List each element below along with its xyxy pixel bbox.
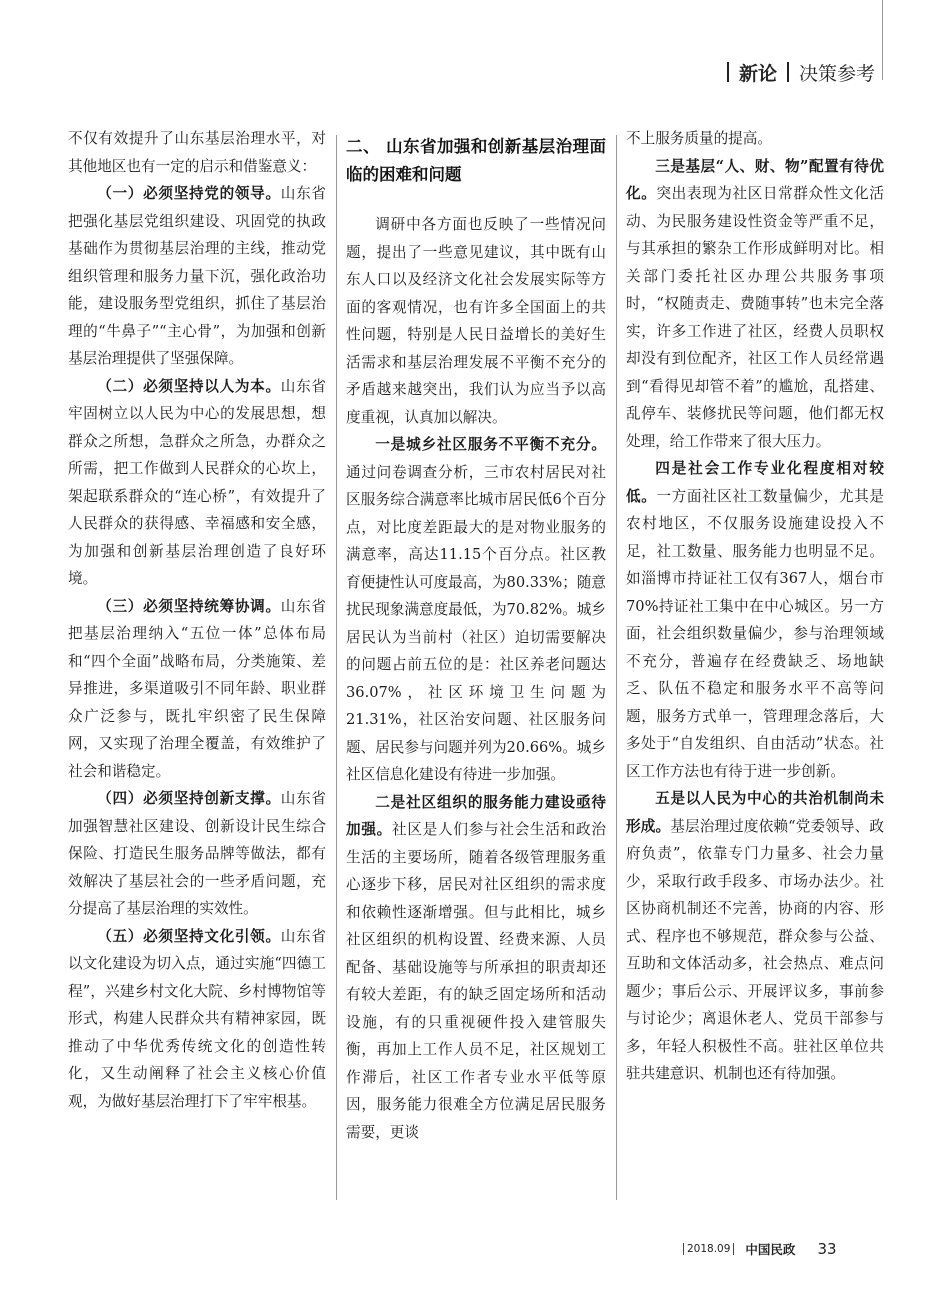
lesson-2-body: 山东省牢固树立以人民为中心的发展思想，想群众之所想，急群众之所急，办群众之所需，把工作做到人民群众的心坎上，架起联系群众的“连心桥”，有效提升了人民群众的获得感、幸福感和安全感，为加强和创新基层治理创造了良好环境。 [68, 377, 326, 587]
problem-4-title: 四是社会工作专业化程度相对较低。 [626, 460, 884, 505]
problem-5-body: 基层治理过度依赖“党委领导、政府负责”，依靠专门力量多、社会力量少，采取行政手段多、市场办法少。社区协商机制还不完善，协商的内容、形式、程序也不够规范，群众参与公益、互助和文体活动多，社会热点、难点问题少；事后公示、开展评议多，事前参与讨论少；离退休老人、党员干部参与多，年轻人积极性不高。驻社区单位共驻共建意识、机制也还有待加强。 [626, 817, 884, 1082]
problem-1-body: 通过问卷调查分析，三市农村居民对社区服务综合满意率比城市居民低6个百分点，对比度差距最大的是对物业服务的满意率，高达11.15个百分点。社区教育便捷性认可度最高，为80.33%；随意扰民现象满意度最低，为70.82%。城乡居民认为当前村（社区）迫切需要解决的问题占前五位的是：社区养老问题达36.07%，社区环境卫生问题为21.31%，社区治安问题、社区服务问题、居民参与问题并列为20.66%。城乡社区信息化建设有待进一步加强。 [346, 463, 606, 783]
column-2 [346, 125, 606, 1146]
problem-5-title: 五是以人民为中心的共治机制尚未形成。 [626, 790, 884, 835]
problem-1-title: 一是城乡社区服务不平衡不充分。 [375, 436, 606, 453]
header-column: 决策参考 [798, 62, 875, 85]
lesson-4 [68, 785, 326, 923]
footer-bar-mid [733, 1243, 734, 1255]
lesson-1-body: 山东省把强化基层党组织建设、巩固党的执政基础作为贯彻基层治理的主线，推动党组织管理和服务力量下沉，强化政治功能，建设服务型党组织，抓住了基层治理的“牛鼻子”“主心骨”，为加强和创新基层治理提供了坚强保障。 [68, 185, 326, 367]
lesson-3-title: 必须坚持统筹协调。 [143, 597, 281, 615]
lesson-3 [68, 593, 326, 786]
lesson-5-num: （五） [97, 927, 144, 945]
lesson-5-title: 必须坚持文化引领。 [143, 927, 281, 945]
problem-5 [626, 785, 884, 1088]
lesson-4-title: 必须坚持创新支撑。 [143, 790, 281, 807]
problem-3-title: 三是基层“人、财、物”配置有待优化。 [626, 157, 884, 202]
section-title: 二、 山东省加强和创新基层治理面临的困难和问题 [346, 137, 606, 184]
column-1 [68, 125, 326, 1115]
lesson-3-body: 山东省把基层治理纳入“五位一体”总体布局和“四个全面”战略布局，分类施策、差异推进，多渠道吸引不同年龄、职业群众广泛参与，既扎牢织密了民生保障网，又实现了治理全覆盖，有效维护了社会和谐稳定。 [68, 597, 326, 780]
problem-1 [346, 431, 606, 789]
column-3 [626, 125, 884, 1088]
column-divider-1 [336, 135, 337, 1200]
top-rule [882, 0, 883, 80]
header-bar-mid [787, 62, 789, 82]
header-bar-left [727, 62, 729, 82]
problem-2 [346, 789, 606, 1147]
column-divider-2 [616, 135, 617, 1200]
col1-intro: 不仅有效提升了山东基层治理水平，对其他地区也有一定的启示和借鉴意义： [68, 130, 326, 175]
footer-magazine: 中国民政 [745, 1242, 796, 1257]
lesson-4-body: 山东省加强智慧社区建设、创新设计民生综合保险、打造民生服务品牌等做法，都有效解决了基层社会的一些矛盾问题，充分提高了基层治理的实效性。 [68, 790, 326, 917]
lesson-1-title: 必须坚持党的领导。 [143, 185, 281, 202]
page-header [717, 60, 875, 84]
col3-continuation: 不上服务质量的提高。 [626, 130, 772, 147]
lesson-3-num: （三） [97, 597, 144, 615]
lesson-5-body: 山东省以文化建设为切入点，通过实施“四德工程”，兴建乡村文化大院、乡村博物馆等形式，构建人民群众共有精神家园，既推动了中华优秀传统文化的创造性转化，又生动阐释了社会主义核心价值观，为做好基层治理打下了牢牢根基。 [68, 927, 326, 1110]
problem-4 [626, 455, 884, 785]
problem-2-body: 社区是人们参与社会生活和政治生活的主要场所，随着各级管理服务重心逐步下移，居民对社区组织的需求度和依赖性逐渐增强。但与此相比，城乡社区组织的机构设置、经费来源、人员配备、基础设施等与所承担的职责却还有较大差距，有的缺乏固定场所和活动设施，有的只重视硬件投入建管服失衡，再加上工作人员不足，社区规划工作滞后，社区工作者专业水平低等原因，服务能力很难全方位满足居民服务需要，更谈 [346, 821, 606, 1141]
page-number: 33 [817, 1240, 837, 1258]
footer-bar-left [683, 1243, 684, 1255]
lesson-4-num: （四） [97, 790, 144, 807]
problem-3-body: 突出表现为社区日常群众性文化活动、为民服务建设性资金等严重不足，与其承担的繁杂工作形成鲜明对比。相关部门委托社区办理公共服务事项时，“权随责走、费随事转”也未完全落实，许多工作进了社区，经费人员职权却没有到位配齐，社区工作人员经常遇到“看得见却管不着”的尴尬，乱搭建、乱停车、装修扰民等问题，他们都无权处理，给工作带来了很大压力。 [626, 185, 884, 450]
lesson-2-num: （二） [97, 377, 144, 395]
lesson-1 [68, 180, 326, 373]
problem-3 [626, 153, 884, 456]
lesson-2-title: 必须坚持以人为本。 [143, 377, 281, 395]
page-footer [680, 1238, 890, 1260]
problem-4-body: 一方面社区社工数量偏少，尤其是农村地区，不仅服务设施建设投入不足，社工数量、服务能力也明显不足。如淄博市持证社工仅有367人，烟台市70%持证社工集中在中心城区。另一方面，社会组织数量偏少，参与治理领域不充分，普遍存在经费缺乏、场地缺乏、队伍不稳定和服务水平不高等问题，服务方式单一，管理理念落后，大多处于“自发组织、自由活动”状态。社区工作方法也有待于进一步创新。 [626, 487, 884, 780]
footer-issue: 2018.09 [687, 1243, 731, 1255]
lesson-5 [68, 923, 326, 1116]
lesson-1-num: （一） [97, 185, 144, 202]
col2-intro: 调研中各方面也反映了一些情况问题，提出了一些意见建议，其中既有山东人口以及经济文化社会发展实际等方面的客观情况，也有许多全国面上的共性问题，特别是人民日益增长的美好生活需求和基层治理发展不平衡不充分的矛盾越来越突出，我们认为应当予以高度重视，认真加以解决。 [346, 216, 606, 426]
lesson-2 [68, 373, 326, 593]
problem-2-title: 二是社区组织的服务能力建设亟待加强。 [346, 793, 606, 838]
header-section: 新论 [738, 62, 777, 85]
